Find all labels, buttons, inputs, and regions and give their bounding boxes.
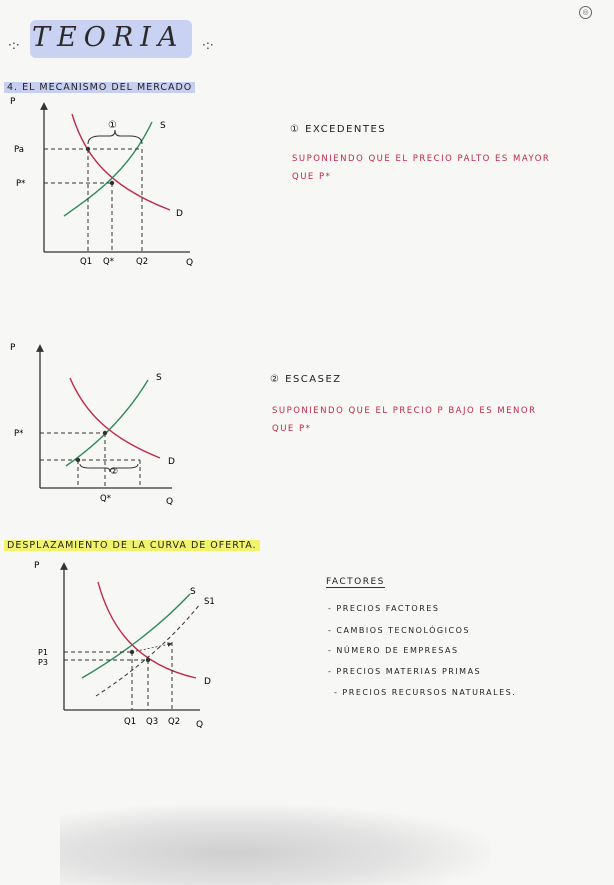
x-axis-label: Q [196, 720, 204, 730]
price-high-label: Pa [14, 145, 24, 155]
p3-label: P3 [38, 658, 48, 667]
note-excedentes-title: ① EXCEDENTES [290, 124, 387, 135]
x-axis-label: Q [186, 258, 194, 268]
note-escasez-title: ② ESCASEZ [270, 374, 342, 385]
supply-curve [66, 380, 148, 466]
q2-label: Q2 [168, 717, 181, 727]
q1-label: Q1 [124, 717, 137, 727]
page-shadow [60, 805, 490, 885]
section1-heading: 4. EL MECANISMO DEL MERCADO [4, 82, 195, 93]
q2-label: Q2 [136, 257, 149, 267]
point-demand [86, 147, 90, 151]
factor-item: - CAMBIOS TECNOLÓGICOS [328, 626, 470, 635]
corner-mark-icon: ◎ [579, 6, 592, 19]
demand-curve [70, 378, 160, 458]
note-excedentes-text: SUPONIENDO QUE EL PRECIO PALTO ES MAYOR QUE P* [292, 154, 551, 182]
qeq-label: Q* [103, 257, 114, 267]
demand-curve [72, 114, 170, 210]
note-escasez-text: SUPONIENDO QUE EL PRECIO P BAJO ES MENOR QUE P* [272, 406, 537, 434]
factor-item: - NÚMERO DE EMPRESAS [328, 646, 459, 655]
shift-arrow [132, 644, 170, 652]
graph-excedentes [0, 92, 220, 272]
point-equilibrium [103, 431, 107, 435]
point-equilibrium-1 [130, 650, 134, 654]
title-deco-left: ·:· [8, 38, 20, 52]
qeq-label: Q* [100, 494, 111, 504]
graph-desplazamiento-oferta [0, 556, 230, 736]
y-axis-label: P [34, 561, 40, 571]
graph-escasez [0, 338, 220, 518]
supply-label: S [190, 587, 196, 597]
q3-label: Q3 [146, 717, 159, 727]
q1-label: Q1 [80, 257, 93, 267]
section2-heading: DESPLAZAMIENTO DE LA CURVA DE OFERTA. [4, 540, 260, 551]
x-axis-label: Q [166, 497, 174, 507]
point-equilibrium-3 [146, 658, 150, 662]
supply-shift-label: S1 [204, 597, 215, 607]
demand-label: D [176, 209, 183, 219]
shortage-marker: ② [110, 467, 119, 477]
demand-label: D [168, 457, 175, 467]
surplus-brace [88, 130, 142, 144]
factors-title: FACTORES [326, 577, 385, 587]
price-eq-label: P* [14, 429, 24, 439]
supply-label: S [156, 373, 162, 383]
supply-label: S [160, 121, 166, 131]
page-title [6, 12, 226, 62]
y-axis-label: P [10, 97, 16, 107]
factor-item: - PRECIOS MATERIAS PRIMAS [328, 667, 482, 676]
point-supply-low [76, 458, 80, 462]
surplus-marker: ① [108, 120, 117, 131]
factor-item: - PRECIOS FACTORES [328, 604, 440, 613]
supply-curve [82, 594, 190, 678]
title-deco-right: ·:· [202, 38, 214, 52]
factor-item: - PRECIOS RECURSOS NATURALES. [334, 688, 517, 697]
title-text: TEORIA [32, 22, 185, 53]
point-equilibrium [110, 181, 114, 185]
p1-label: P1 [38, 648, 48, 657]
price-eq-label: P* [16, 179, 26, 189]
demand-curve [98, 582, 196, 678]
demand-label: D [204, 677, 211, 687]
y-axis-label: P [10, 343, 16, 353]
shortage-brace [80, 464, 138, 472]
